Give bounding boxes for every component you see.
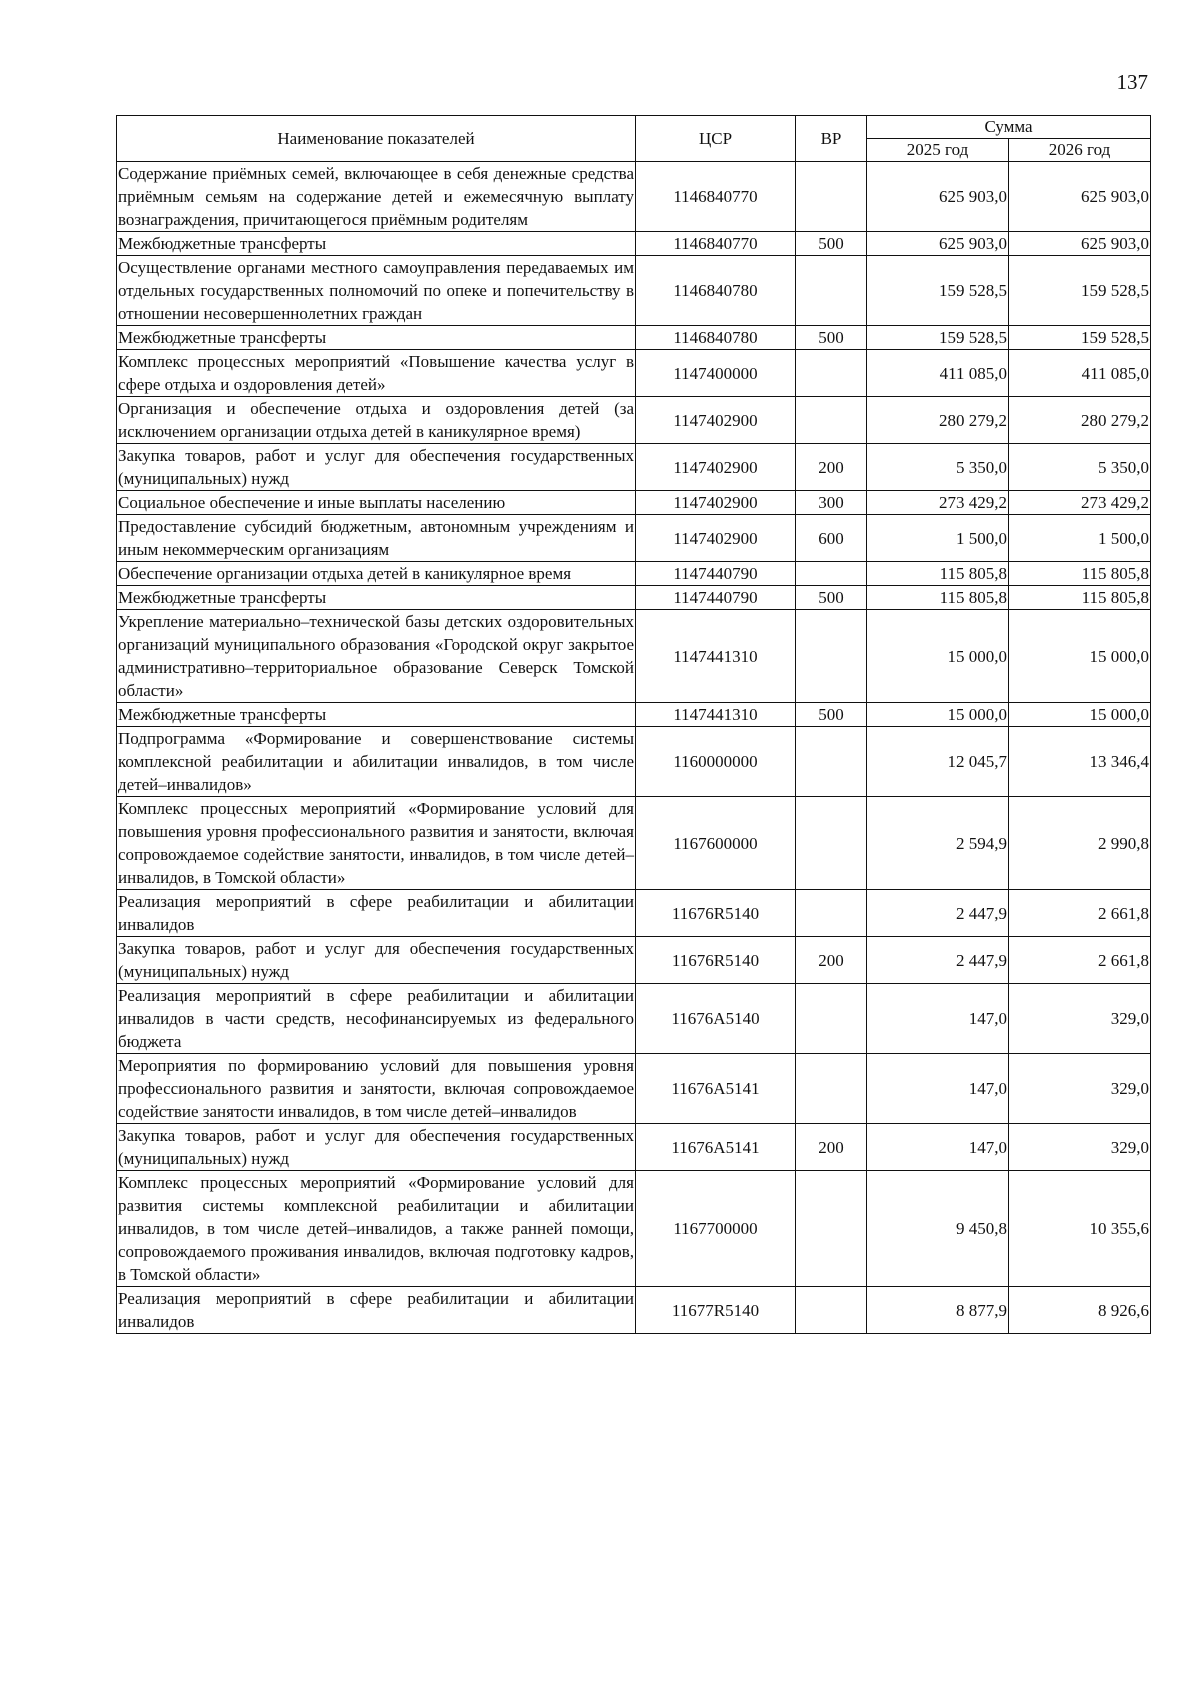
table-row [117, 890, 1151, 937]
cell-sum-2025: 115 805,8 [867, 586, 1009, 610]
table-row [117, 797, 1151, 890]
cell-name: Подпрограмма «Формирование и совершенствование системы комплексной реабилитации и абилитации инвалидов, в том числе детей–инвалидов» [117, 727, 636, 797]
cell-csr: 1147440790 [636, 562, 796, 586]
cell-sum-2026: 411 085,0 [1009, 350, 1151, 397]
cell-sum-2026: 13 346,4 [1009, 727, 1151, 797]
cell-csr: 1147441310 [636, 610, 796, 703]
cell-sum-2026: 115 805,8 [1009, 562, 1151, 586]
cell-sum-2025: 1 500,0 [867, 515, 1009, 562]
cell-sum-2025: 2 447,9 [867, 937, 1009, 984]
cell-sum-2026: 280 279,2 [1009, 397, 1151, 444]
cell-name: Укрепление материально–технической базы детских оздоровительных организаций муниципального образования «Городской округ закрытое административно–территориальное образование Северск Томской области» [117, 610, 636, 703]
header-vr: ВР [796, 116, 867, 162]
cell-name: Комплекс процессных мероприятий «Формирование условий для развития системы комплексной реабилитации и абилитации инвалидов, в том числе детей–инвалидов, а также ранней помощи, сопровождаемого проживания инвалидов, включая подготовку кадров, в Томской области» [117, 1171, 636, 1287]
cell-sum-2026: 115 805,8 [1009, 586, 1151, 610]
cell-sum-2026: 159 528,5 [1009, 326, 1151, 350]
cell-sum-2025: 625 903,0 [867, 232, 1009, 256]
cell-csr: 1146840780 [636, 256, 796, 326]
cell-sum-2025: 280 279,2 [867, 397, 1009, 444]
cell-name: Предоставление субсидий бюджетным, автономным учреждениям и иным некоммерческим организациям [117, 515, 636, 562]
cell-name: Обеспечение организации отдыха детей в каникулярное время [117, 562, 636, 586]
cell-vr: 200 [796, 444, 867, 491]
cell-sum-2025: 12 045,7 [867, 727, 1009, 797]
cell-vr [796, 890, 867, 937]
cell-sum-2025: 147,0 [867, 1124, 1009, 1171]
cell-name: Реализация мероприятий в сфере реабилитации и абилитации инвалидов [117, 1287, 636, 1334]
cell-vr: 600 [796, 515, 867, 562]
cell-sum-2026: 2 661,8 [1009, 890, 1151, 937]
cell-sum-2025: 2 447,9 [867, 890, 1009, 937]
cell-csr: 1147402900 [636, 397, 796, 444]
cell-csr: 11676A5140 [636, 984, 796, 1054]
cell-csr: 1147400000 [636, 350, 796, 397]
cell-sum-2026: 1 500,0 [1009, 515, 1151, 562]
table-row [117, 326, 1151, 350]
cell-vr [796, 256, 867, 326]
cell-name: Реализация мероприятий в сфере реабилитации и абилитации инвалидов [117, 890, 636, 937]
cell-sum-2026: 2 990,8 [1009, 797, 1151, 890]
cell-name: Межбюджетные трансферты [117, 232, 636, 256]
cell-csr: 11676R5140 [636, 937, 796, 984]
table-row [117, 937, 1151, 984]
cell-csr: 11676A5141 [636, 1054, 796, 1124]
cell-vr [796, 162, 867, 232]
cell-csr: 1146840780 [636, 326, 796, 350]
cell-vr [796, 350, 867, 397]
cell-name: Закупка товаров, работ и услуг для обеспечения государственных (муниципальных) нужд [117, 1124, 636, 1171]
cell-vr [796, 727, 867, 797]
cell-name: Осуществление органами местного самоуправления передаваемых им отдельных государственных полномочий по опеке и попечительству в отношении несовершеннолетних граждан [117, 256, 636, 326]
cell-vr [796, 1287, 867, 1334]
cell-name: Содержание приёмных семей, включающее в себя денежные средства приёмным семьям на содержание детей и ежемесячную выплату вознаграждения, причитающегося приёмным родителям [117, 162, 636, 232]
cell-vr [796, 797, 867, 890]
cell-csr: 1147441310 [636, 703, 796, 727]
cell-vr [796, 984, 867, 1054]
cell-csr: 1160000000 [636, 727, 796, 797]
cell-sum-2025: 147,0 [867, 1054, 1009, 1124]
cell-sum-2025: 159 528,5 [867, 256, 1009, 326]
cell-csr: 1146840770 [636, 232, 796, 256]
cell-csr: 1167600000 [636, 797, 796, 890]
cell-csr: 1146840770 [636, 162, 796, 232]
cell-name: Межбюджетные трансферты [117, 703, 636, 727]
cell-sum-2026: 2 661,8 [1009, 937, 1151, 984]
cell-sum-2026: 273 429,2 [1009, 491, 1151, 515]
table-row [117, 256, 1151, 326]
cell-name: Комплекс процессных мероприятий «Повышение качества услуг в сфере отдыха и оздоровления детей» [117, 350, 636, 397]
cell-vr: 500 [796, 703, 867, 727]
cell-sum-2026: 8 926,6 [1009, 1287, 1151, 1334]
cell-csr: 11676R5140 [636, 890, 796, 937]
cell-sum-2026: 625 903,0 [1009, 232, 1151, 256]
cell-sum-2025: 9 450,8 [867, 1171, 1009, 1287]
cell-sum-2025: 147,0 [867, 984, 1009, 1054]
cell-csr: 1147402900 [636, 491, 796, 515]
cell-sum-2026: 5 350,0 [1009, 444, 1151, 491]
cell-sum-2026: 329,0 [1009, 1054, 1151, 1124]
table-row [117, 350, 1151, 397]
cell-vr: 200 [796, 937, 867, 984]
cell-csr: 11677R5140 [636, 1287, 796, 1334]
budget-table [116, 115, 1151, 1334]
cell-sum-2025: 5 350,0 [867, 444, 1009, 491]
cell-vr [796, 610, 867, 703]
table-row [117, 703, 1151, 727]
cell-csr: 1147440790 [636, 586, 796, 610]
cell-csr: 11676A5141 [636, 1124, 796, 1171]
table-row [117, 586, 1151, 610]
cell-sum-2026: 329,0 [1009, 1124, 1151, 1171]
header-year-2025: 2025 год [867, 139, 1009, 162]
cell-sum-2026: 15 000,0 [1009, 703, 1151, 727]
cell-sum-2025: 8 877,9 [867, 1287, 1009, 1334]
table-row [117, 444, 1151, 491]
cell-sum-2026: 15 000,0 [1009, 610, 1151, 703]
table-row [117, 1287, 1151, 1334]
cell-vr [796, 1054, 867, 1124]
table-row [117, 562, 1151, 586]
table-header [117, 116, 1151, 162]
table-row [117, 1171, 1151, 1287]
cell-sum-2026: 329,0 [1009, 984, 1151, 1054]
cell-csr: 1147402900 [636, 515, 796, 562]
cell-name: Закупка товаров, работ и услуг для обеспечения государственных (муниципальных) нужд [117, 937, 636, 984]
table-body [117, 162, 1151, 1334]
cell-vr: 500 [796, 232, 867, 256]
cell-sum-2025: 625 903,0 [867, 162, 1009, 232]
cell-name: Реализация мероприятий в сфере реабилитации и абилитации инвалидов в части средств, несофинансируемых из федерального бюджета [117, 984, 636, 1054]
cell-sum-2026: 625 903,0 [1009, 162, 1151, 232]
cell-sum-2025: 2 594,9 [867, 797, 1009, 890]
cell-sum-2026: 10 355,6 [1009, 1171, 1151, 1287]
table-row [117, 1124, 1151, 1171]
header-sum: Сумма [867, 116, 1151, 139]
table-row [117, 727, 1151, 797]
cell-vr [796, 562, 867, 586]
cell-name: Межбюджетные трансферты [117, 586, 636, 610]
table-row [117, 397, 1151, 444]
cell-sum-2025: 15 000,0 [867, 610, 1009, 703]
cell-name: Закупка товаров, работ и услуг для обеспечения государственных (муниципальных) нужд [117, 444, 636, 491]
cell-vr [796, 1171, 867, 1287]
cell-sum-2025: 411 085,0 [867, 350, 1009, 397]
cell-vr: 200 [796, 1124, 867, 1171]
cell-vr: 500 [796, 326, 867, 350]
table-row [117, 515, 1151, 562]
cell-sum-2025: 115 805,8 [867, 562, 1009, 586]
header-csr: ЦСР [636, 116, 796, 162]
cell-name: Мероприятия по формированию условий для повышения уровня профессионального развития и занятости, включая сопровождаемое содействие занятости инвалидов, в том числе детей–инвалидов [117, 1054, 636, 1124]
cell-name: Организация и обеспечение отдыха и оздоровления детей (за исключением организации отдыха детей в каникулярное время) [117, 397, 636, 444]
cell-sum-2025: 159 528,5 [867, 326, 1009, 350]
cell-sum-2025: 15 000,0 [867, 703, 1009, 727]
table-row [117, 610, 1151, 703]
cell-csr: 1167700000 [636, 1171, 796, 1287]
header-year-2026: 2026 год [1009, 139, 1151, 162]
table-row [117, 162, 1151, 232]
cell-name: Межбюджетные трансферты [117, 326, 636, 350]
cell-sum-2025: 273 429,2 [867, 491, 1009, 515]
cell-vr: 500 [796, 586, 867, 610]
cell-name: Социальное обеспечение и иные выплаты населению [117, 491, 636, 515]
cell-name: Комплекс процессных мероприятий «Формирование условий для повышения уровня профессионального развития и занятости, включая сопровождаемое содействие занятости, инвалидов, в том числе детей–инвалидов, в Томской области» [117, 797, 636, 890]
page-number: 137 [1116, 70, 1148, 94]
table-row [117, 1054, 1151, 1124]
table-row [117, 984, 1151, 1054]
cell-vr [796, 397, 867, 444]
cell-csr: 1147402900 [636, 444, 796, 491]
table-row [117, 491, 1151, 515]
header-name: Наименование показателей [117, 116, 636, 162]
table-row [117, 232, 1151, 256]
cell-sum-2026: 159 528,5 [1009, 256, 1151, 326]
cell-vr: 300 [796, 491, 867, 515]
